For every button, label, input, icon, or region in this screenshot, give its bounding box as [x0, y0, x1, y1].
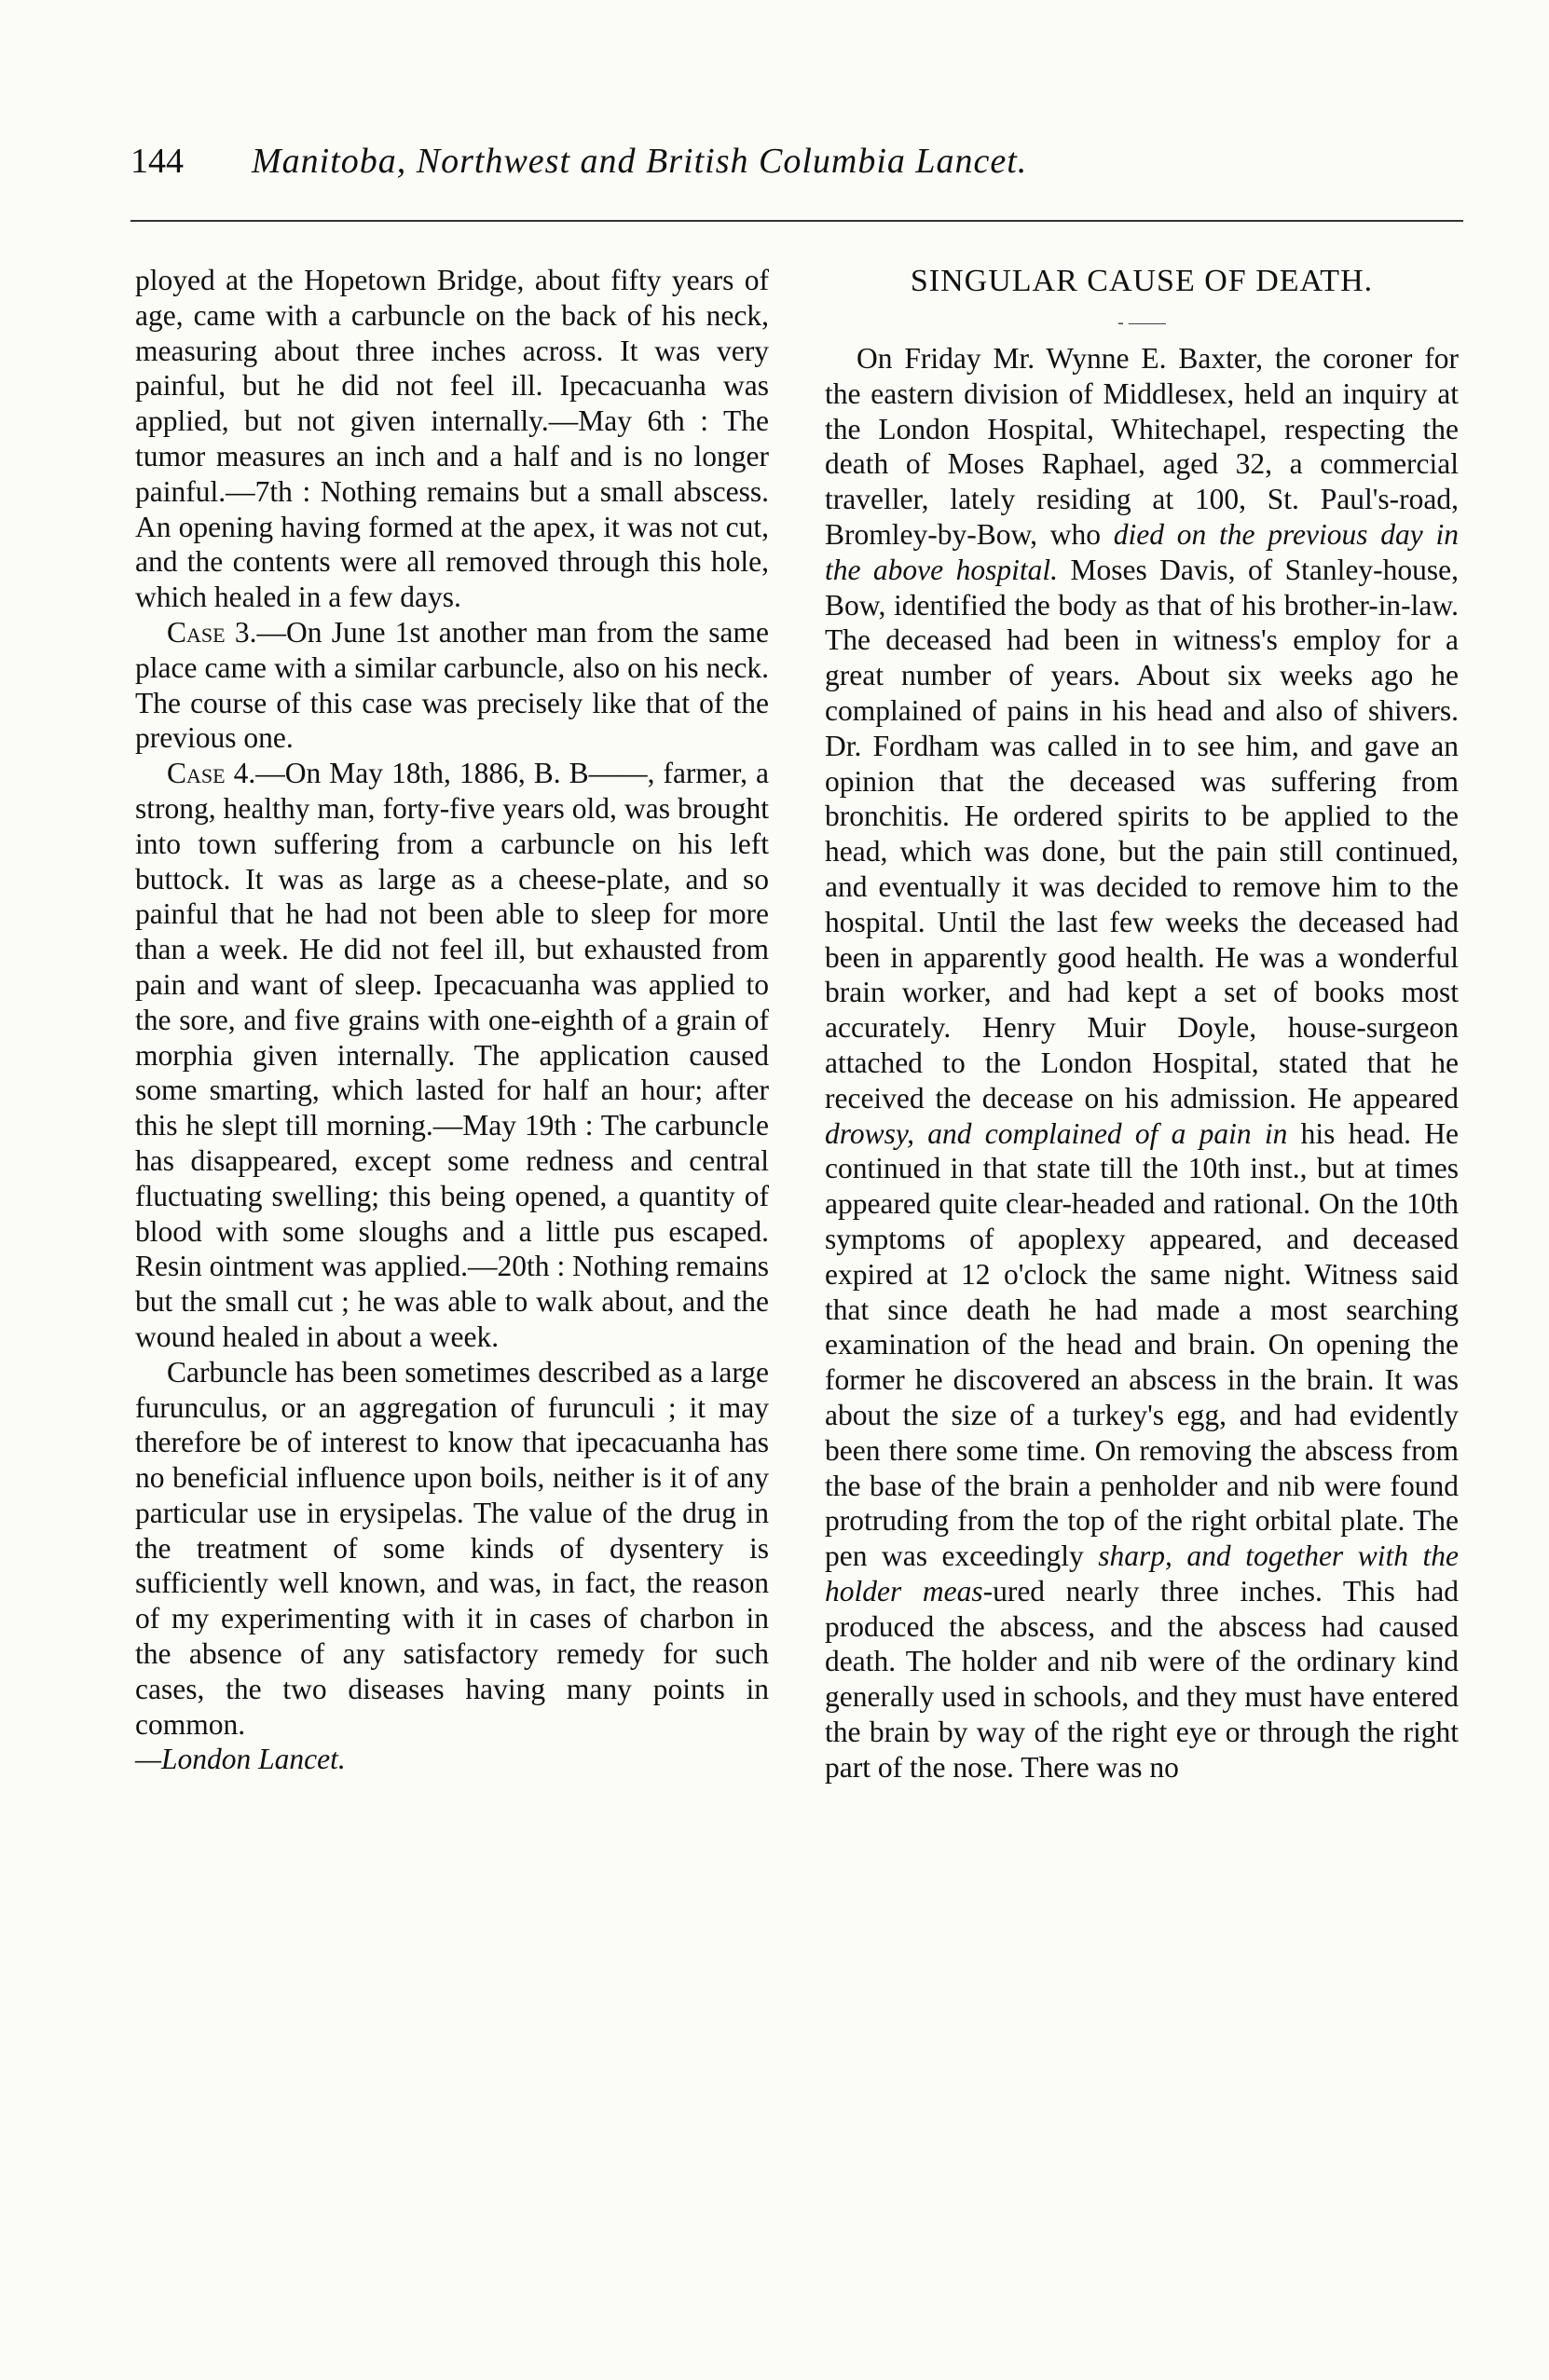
- case-4-label: Case 4.: [167, 757, 256, 790]
- source-credit: —London Lancet.: [135, 1743, 346, 1776]
- article-text-4: ured nearly three inches. This had produced the abscess, and the abscess had caused death. The holder and nib were of the ordinary kind generally used in schools, and they must have entered the brain by way of the right eye or through the right part of the nose. There was no: [825, 1574, 1459, 1784]
- journal-title: Manitoba, Northwest and British Columbia Lancet.: [252, 142, 1028, 181]
- header-rule: [130, 220, 1463, 222]
- right-column: [825, 263, 1459, 1785]
- article-italic-3: sharp, and together with the holder meas-: [825, 1539, 1459, 1607]
- page-number: 144: [130, 142, 184, 181]
- article-body: [825, 341, 1459, 1785]
- article-text-1: On Friday Mr. Wynne E. Baxter, the coroner for the eastern division of Middlesex, held an inquiry at the London Hospital, Whitechapel, respecting the death of Moses Raphael, aged 32, a commercial traveller, lately residing at 100, St. Paul's-road, Bromley-by-Bow, who: [825, 342, 1459, 551]
- article-text-3: his head. He continued in that state till the 10th inst., but at times appeared quite clear-headed and rational. On the 10th symptoms of apoplexy appeared, and deceased expired at 12 o'clock the same night. Witness said that since death he had made a most searching examination of the head and brain. On opening the former he discovered an abscess in the brain. It was about the size of a turkey's egg, and had evidently been there some time. On removing the abscess from the base of the brain a penholder and nib were found protruding from the top of the right orbital plate. The pen was exceedingly: [825, 1116, 1460, 1573]
- case-3-label: Case 3.: [167, 615, 257, 649]
- left-column: [135, 263, 769, 1777]
- article-title: SINGULAR CAUSE OF DEATH.: [910, 264, 1374, 298]
- article-text-2: Moses Davis, of Stanley-house, Bow, identified the body as that of his brother-in-law. The deceased had been in witness's employ for a great number of years. About six weeks ago he complained of pains in his head and also of shivers. Dr. Fordham was called in to see him, and gave an opinion that the deceased was suffering from bronchitis. He ordered spirits to be applied to the head, which was done, but the pain still continued, and eventually it was decided to remove him to the hospital. Until the last few weeks the deceased had been in apparently good health. He was a wonderful brain worker, and had kept a set of books most accurately. Henry Muir Doyle, house-surgeon attached to the London Hospital, stated that he received the decease on his admission. He appeared: [825, 553, 1460, 1115]
- article-italic-2: drowsy, and complained of a pain in: [825, 1116, 1288, 1150]
- case-4-paragraph: [135, 756, 769, 1355]
- running-head: [130, 140, 1435, 183]
- title-separator: - ——: [1117, 312, 1166, 333]
- case-3-paragraph: [135, 615, 769, 756]
- case-4-text: —On May 18th, 1886, B. B——, farmer, a strong, healthy man, forty-five years old, was brought into town suffering from a carbuncle on his left buttock. It was as large as a cheese-plate, and so painful that he had not been able to sleep for more than a week. He did not feel ill, but exhausted from pain and want of sleep. Ipecacuanha was applied to the sore, and five grains with one-eighth of a grain of morphia given internally. The application caused some smarting, which lasted for half an hour; after this he slept till morning.—May 19th : The carbuncle has disappeared, except some redness and central fluctuating swelling; this being opened, a quantity of blood with some sloughs and a little pus escaped. Resin ointment was applied.—20th : Nothing remains but the small cut ; he was able to walk about, and the wound healed in about a week.: [135, 757, 769, 1353]
- case-3-text: —On June 1st another man from the same place came with a similar carbuncle, also on his neck. The course of this case was precisely like that of the previous one.: [135, 615, 769, 755]
- conclusion-paragraph: Carbuncle has been sometimes described as a large furunculus, or an aggregation of furunculi ; it may therefore be of interest to know that ipecacuanha has no beneficial influence upon boils, neither is it of any particular use in erysipelas. The value of the drug in the treatment of some kinds of dysentery is sufficiently well known, and was, in fact, the reason of my experimenting with it in cases of charbon in the absence of any satisfactory remedy for such cases, the two diseases having many points in common.: [135, 1355, 769, 1741]
- continued-paragraph: ployed at the Hopetown Bridge, about fifty years of age, came with a carbuncle on the back of his neck, measuring about three inches across. It was very painful, but he did not feel ill. Ipecacuanha was applied, but not given internally.—May 6th : The tumor measures an inch and a half and is no longer painful.—7th : Nothing remains but a small abscess. An opening having formed at the apex, it was not cut, and the contents were all removed through this hole, which healed in a few days.: [135, 264, 769, 614]
- article-italic-1: died on the previous day in the above hospital.: [825, 517, 1459, 586]
